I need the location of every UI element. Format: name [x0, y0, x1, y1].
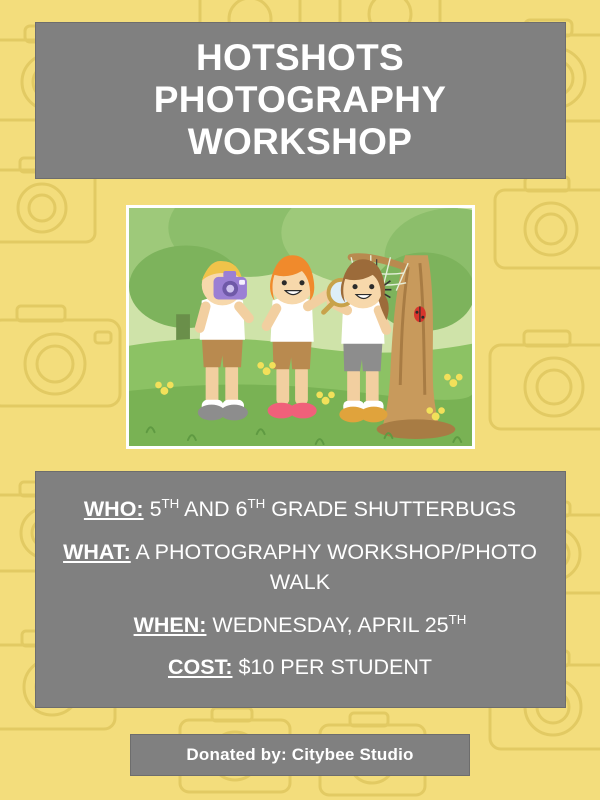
- detail-when-label: WHEN:: [133, 612, 207, 637]
- donated-by-text: Donated by: Citybee Studio: [186, 745, 414, 764]
- detail-who-value: 5TH AND 6TH GRADE SHUTTERBUGS: [143, 496, 517, 522]
- detail-when-value: WEDNESDAY, APRIL 25TH: [206, 611, 467, 637]
- detail-cost-label: COST:: [167, 655, 233, 680]
- detail-what: [54, 537, 547, 598]
- detail-cost-value: $10 PER STUDENT: [232, 655, 433, 680]
- detail-when: [54, 610, 547, 641]
- kids-photographing-tree-illustration: [129, 208, 472, 446]
- title-band: [35, 22, 566, 179]
- page-title: HOTSHOTS PHOTOGRAPHY WORKSHOP: [153, 37, 447, 162]
- detail-what-label: WHAT:: [63, 539, 131, 564]
- detail-who-label: WHO:: [83, 497, 144, 522]
- donated-band: [130, 734, 470, 776]
- workshop-photo: [126, 205, 475, 449]
- detail-who: [54, 494, 547, 525]
- details-band: [35, 471, 566, 708]
- detail-cost: [54, 652, 547, 683]
- detail-what-value: A PHOTOGRAPHY WORKSHOP/PHOTO WALK: [130, 539, 537, 595]
